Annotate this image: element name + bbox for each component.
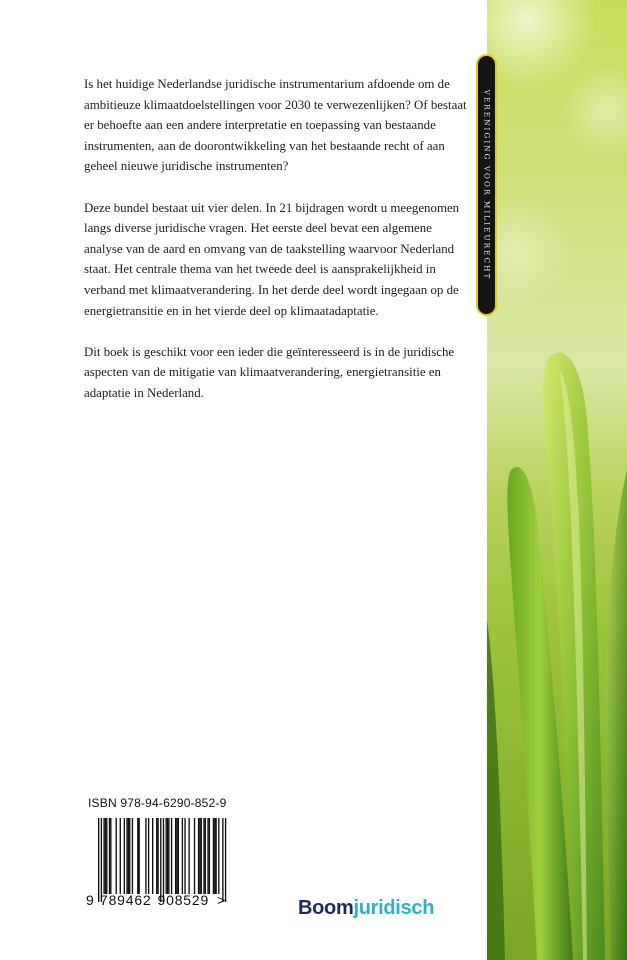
- barcode-bar: [139, 818, 140, 894]
- barcode-bar: [148, 818, 149, 894]
- blurb-text: [84, 74, 472, 424]
- barcode-bar: [168, 818, 169, 894]
- blurb-paragraph-1: Is het huidige Nederlandse juridische instrumentarium afdoende om de ambitieuze klimaatdoelstellingen voor 2030 te verwezenlijken? Of bestaat er behoefte aan een andere interpretatie en toepassing van bestaande instrumenten, aan de doorontwikkeling van het bestaande recht of aan geheel nieuwe juridische instrumenten?: [84, 77, 467, 174]
- barcode-bar: [103, 818, 104, 894]
- barcode-bar: [128, 818, 129, 894]
- barcode-bar: [182, 818, 183, 894]
- barcode-bar: [109, 818, 110, 894]
- barcode-bar: [120, 818, 121, 894]
- barcode-bar: [201, 818, 202, 894]
- publisher-logo-part-1: Boom: [298, 897, 354, 919]
- barcode-bar: [156, 818, 157, 894]
- blurb-paragraph-2: Deze bundel bestaat uit vier delen. In 21 bijdragen wordt u meegenomen langs diverse juridische vragen. Het eerste deel bevat een algemene analyse van de aard en omvang van de taakstelling waarvoor Nederland staat. Het centrale thema van het tweede deel is aansprakelijkheid in verband met klimaatverandering. In het derde deel wordt ingegaan op de energietransitie en in het vierde deel op klimaatadaptatie.: [84, 200, 460, 318]
- barcode-bar: [222, 818, 223, 902]
- barcode-digit-group-2: 908529: [157, 892, 210, 908]
- barcode-bar: [225, 818, 226, 902]
- publisher-logo-part-2: juridisch: [353, 897, 435, 919]
- barcode-bar: [160, 818, 161, 902]
- barcode-bar: [188, 818, 189, 894]
- barcode-bar: [213, 818, 214, 894]
- barcode-bar: [145, 818, 146, 894]
- publisher-logo: [298, 897, 434, 920]
- barcode-bar: [215, 818, 216, 894]
- barcode-bar: [132, 818, 133, 894]
- barcode-bar: [98, 818, 99, 902]
- series-label-badge: [476, 54, 497, 316]
- blurb-paragraph-3: Dit boek is geschikt voor een ieder die geïnteresseerd is in de juridische aspecten van de mitigatie van klimaatverandering, energietransitie en adaptatie in Nederland.: [84, 344, 455, 400]
- barcode-bar: [176, 818, 177, 894]
- barcode-quiet-zone-arrow: >: [217, 892, 226, 908]
- barcode-bar: [184, 818, 185, 894]
- barcode-bar: [175, 818, 176, 894]
- barcode-bar: [105, 818, 106, 894]
- barcode-bar: [126, 818, 127, 894]
- barcode-bar: [101, 818, 102, 902]
- isbn-label: ISBN 978-94-6290-852-9: [88, 796, 227, 810]
- grass-blades-illustration: [487, 0, 627, 960]
- barcode-bar: [199, 818, 200, 894]
- barcode-bar: [194, 818, 195, 894]
- barcode-bar: [203, 818, 204, 894]
- barcode-bar: [157, 818, 158, 894]
- barcode-bar: [129, 818, 130, 894]
- barcode-digits: [86, 892, 236, 908]
- barcode-bar: [198, 818, 199, 894]
- series-label-text: VERENIGING VOOR MILIEURECHT: [482, 89, 491, 281]
- barcode-bar: [110, 818, 111, 894]
- barcode-bar: [214, 818, 215, 894]
- barcode-bar: [218, 818, 219, 894]
- barcode-digit-group-1: 789462: [100, 892, 152, 908]
- barcode-bar: [207, 818, 208, 894]
- barcode-bar: [171, 818, 172, 894]
- barcode-bar: [137, 818, 138, 894]
- barcode-bar: [205, 818, 206, 894]
- barcode-bar: [106, 818, 107, 894]
- barcode-digit-first: 9: [86, 892, 94, 908]
- grass-photo: [487, 0, 627, 960]
- barcode-bar: [209, 818, 210, 894]
- barcode-bar: [152, 818, 153, 894]
- barcode-bar: [124, 818, 125, 894]
- barcode-bar: [116, 818, 117, 894]
- barcode-bar: [167, 818, 168, 894]
- barcode-bar: [178, 818, 179, 894]
- barcode-bar: [166, 818, 167, 894]
- barcode-bar: [163, 818, 164, 902]
